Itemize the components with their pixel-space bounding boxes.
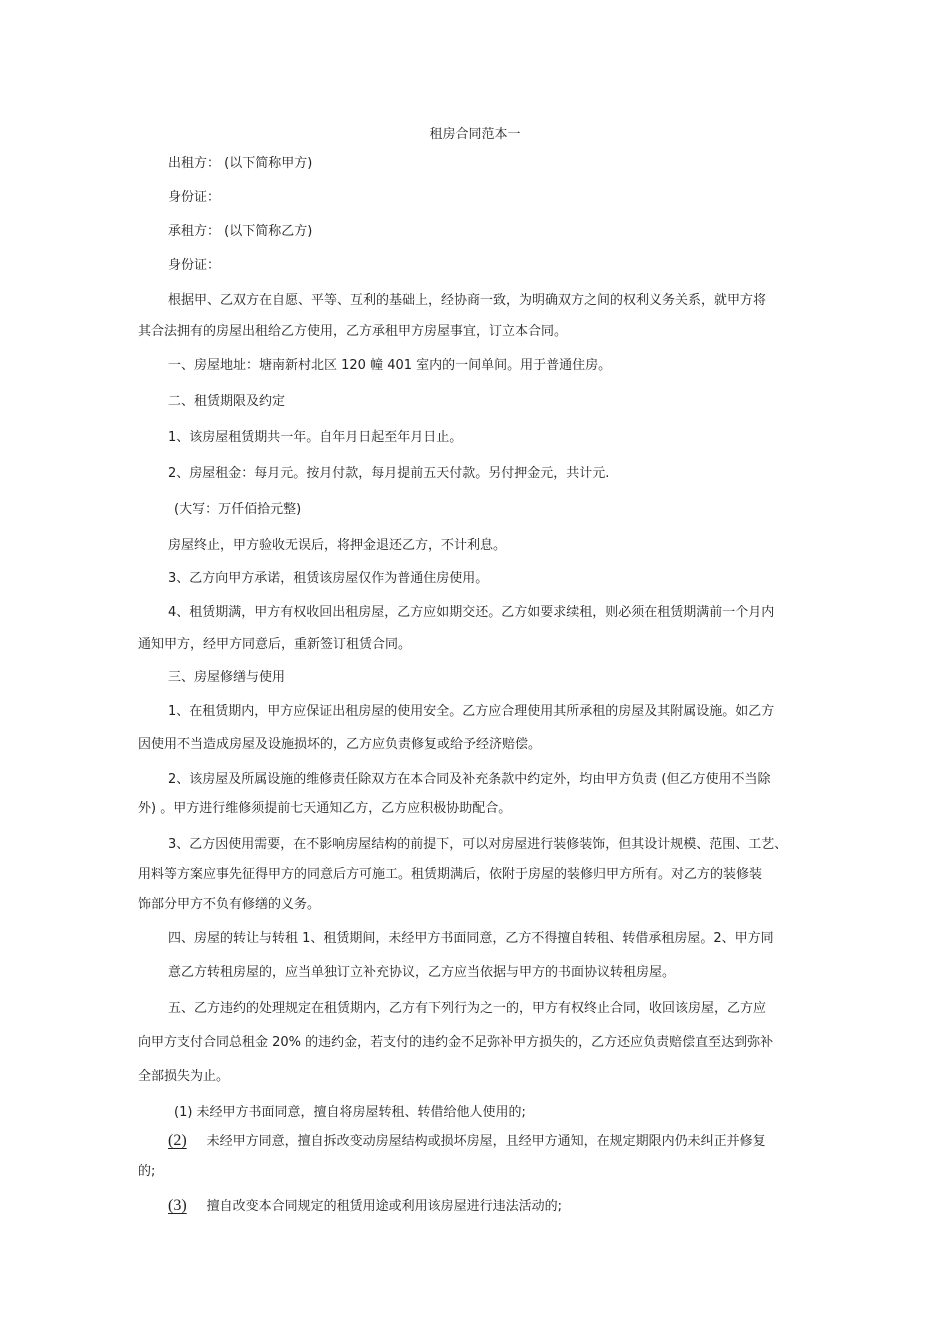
document-title: 租房合同范本一: [429, 127, 521, 142]
clause-3-3-line-3: 饰部分甲方不负有修缮的义务。: [138, 897, 321, 912]
section-4-line-1: 四、房屋的转让与转租 1、租赁期间，未经甲方书面同意，乙方不得擅自转租、转借承租房屋。2、甲方同: [168, 931, 774, 946]
violation-item-2-cont: 的;: [138, 1164, 156, 1179]
preamble-line-1: 根据甲、乙双方在自愿、平等、互利的基础上，经协商一致，为明确双方之间的权利义务关系，就甲方将: [168, 293, 767, 308]
lessor-id-line: 身份证：: [168, 190, 221, 205]
violation-item-3: [168, 1197, 562, 1216]
item-number-3: (3): [168, 1197, 187, 1214]
lessee-line: 承租方： (以下简称乙方): [168, 224, 313, 239]
clause-3-2-line-2: 外) 。甲方进行维修须提前七天通知乙方，乙方应积极协助配合。: [138, 801, 512, 816]
item-number-2: (2): [168, 1132, 187, 1149]
clause-2-3: 3、乙方向甲方承诺，租赁该房屋仅作为普通住房使用。: [168, 571, 489, 586]
preamble-line-2: 其合法拥有的房屋出租给乙方使用，乙方承租甲方房屋事宜，订立本合同。: [138, 324, 568, 339]
violation-item-1: (1) 未经甲方书面同意，擅自将房屋转租、转借给他人使用的;: [174, 1105, 526, 1120]
clause-2-1: 1、该房屋租赁期共一年。自年月日起至年月日止。: [168, 430, 463, 445]
clause-3-1-line-1: 1、在租赁期内，甲方应保证出租房屋的使用安全。乙方应合理使用其所承租的房屋及其附属设施。如乙方: [168, 704, 775, 719]
lessor-line: 出租方： (以下简称甲方): [168, 156, 313, 171]
clause-2-4-line-1: 4、租赁期满，甲方有权收回出租房屋，乙方应如期交还。乙方如要求续租，则必须在租赁期满前一个月内: [168, 605, 775, 620]
section-2-heading: 二、租赁期限及约定: [168, 394, 286, 409]
section-4-line-2: 意乙方转租房屋的，应当单独订立补充协议，乙方应当依据与甲方的书面协议转租房屋。: [168, 965, 676, 980]
clause-3-3-line-2: 用料等方案应事先征得甲方的同意后方可施工。租赁期满后，依附于房屋的装修归甲方所有。对乙方的装修装: [138, 867, 763, 882]
section-5-line-3: 全部损失为止。: [138, 1069, 230, 1084]
violation-item-3-text: 擅自改变本合同规定的租赁用途或利用该房屋进行违法活动的;: [206, 1199, 563, 1214]
section-5-line-2: 向甲方支付合同总租金 20% 的违约金，若支付的违约金不足弥补甲方损失的，乙方还应负责赔偿直至达到弥补: [138, 1035, 774, 1050]
violation-item-2: [168, 1132, 766, 1151]
clause-3-2-line-1: 2、该房屋及所属设施的维修责任除双方在本合同及补充条款中约定外，均由甲方负责 (但乙方使用不当除: [168, 772, 771, 787]
amount-in-words: (大写：万仟佰拾元整): [174, 502, 302, 517]
violation-item-2-text: 未经甲方同意，擅自拆改变动房屋结构或损坏房屋，且经甲方通知，在规定期限内仍未纠正并修复: [206, 1134, 766, 1149]
clause-2-2: 2、房屋租金：每月元。按月付款，每月提前五天付款。另付押金元，共计元.: [168, 466, 610, 481]
section-3-heading: 三、房屋修缮与使用: [168, 670, 286, 685]
clause-3-1-line-2: 因使用不当造成房屋及设施损坏的，乙方应负责修复或给予经济赔偿。: [138, 737, 542, 752]
lessee-id-line: 身份证：: [168, 258, 221, 273]
section-5-line-1: 五、乙方违约的处理规定在租赁期内，乙方有下列行为之一的，甲方有权终止合同，收回该房屋，乙方应: [168, 1001, 767, 1016]
section-1-address: 一、房屋地址：塘南新村北区 120 幢 401 室内的一间单间。用于普通住房。: [168, 358, 612, 373]
clause-2-4-line-2: 通知甲方，经甲方同意后，重新签订租赁合同。: [138, 637, 412, 652]
deposit-return-line: 房屋终止，甲方验收无误后，将押金退还乙方，不计利息。: [168, 538, 507, 553]
clause-3-3-line-1: 3、乙方因使用需要，在不影响房屋结构的前提下，可以对房屋进行装修装饰，但其设计规模、范围、工艺、: [168, 837, 788, 852]
